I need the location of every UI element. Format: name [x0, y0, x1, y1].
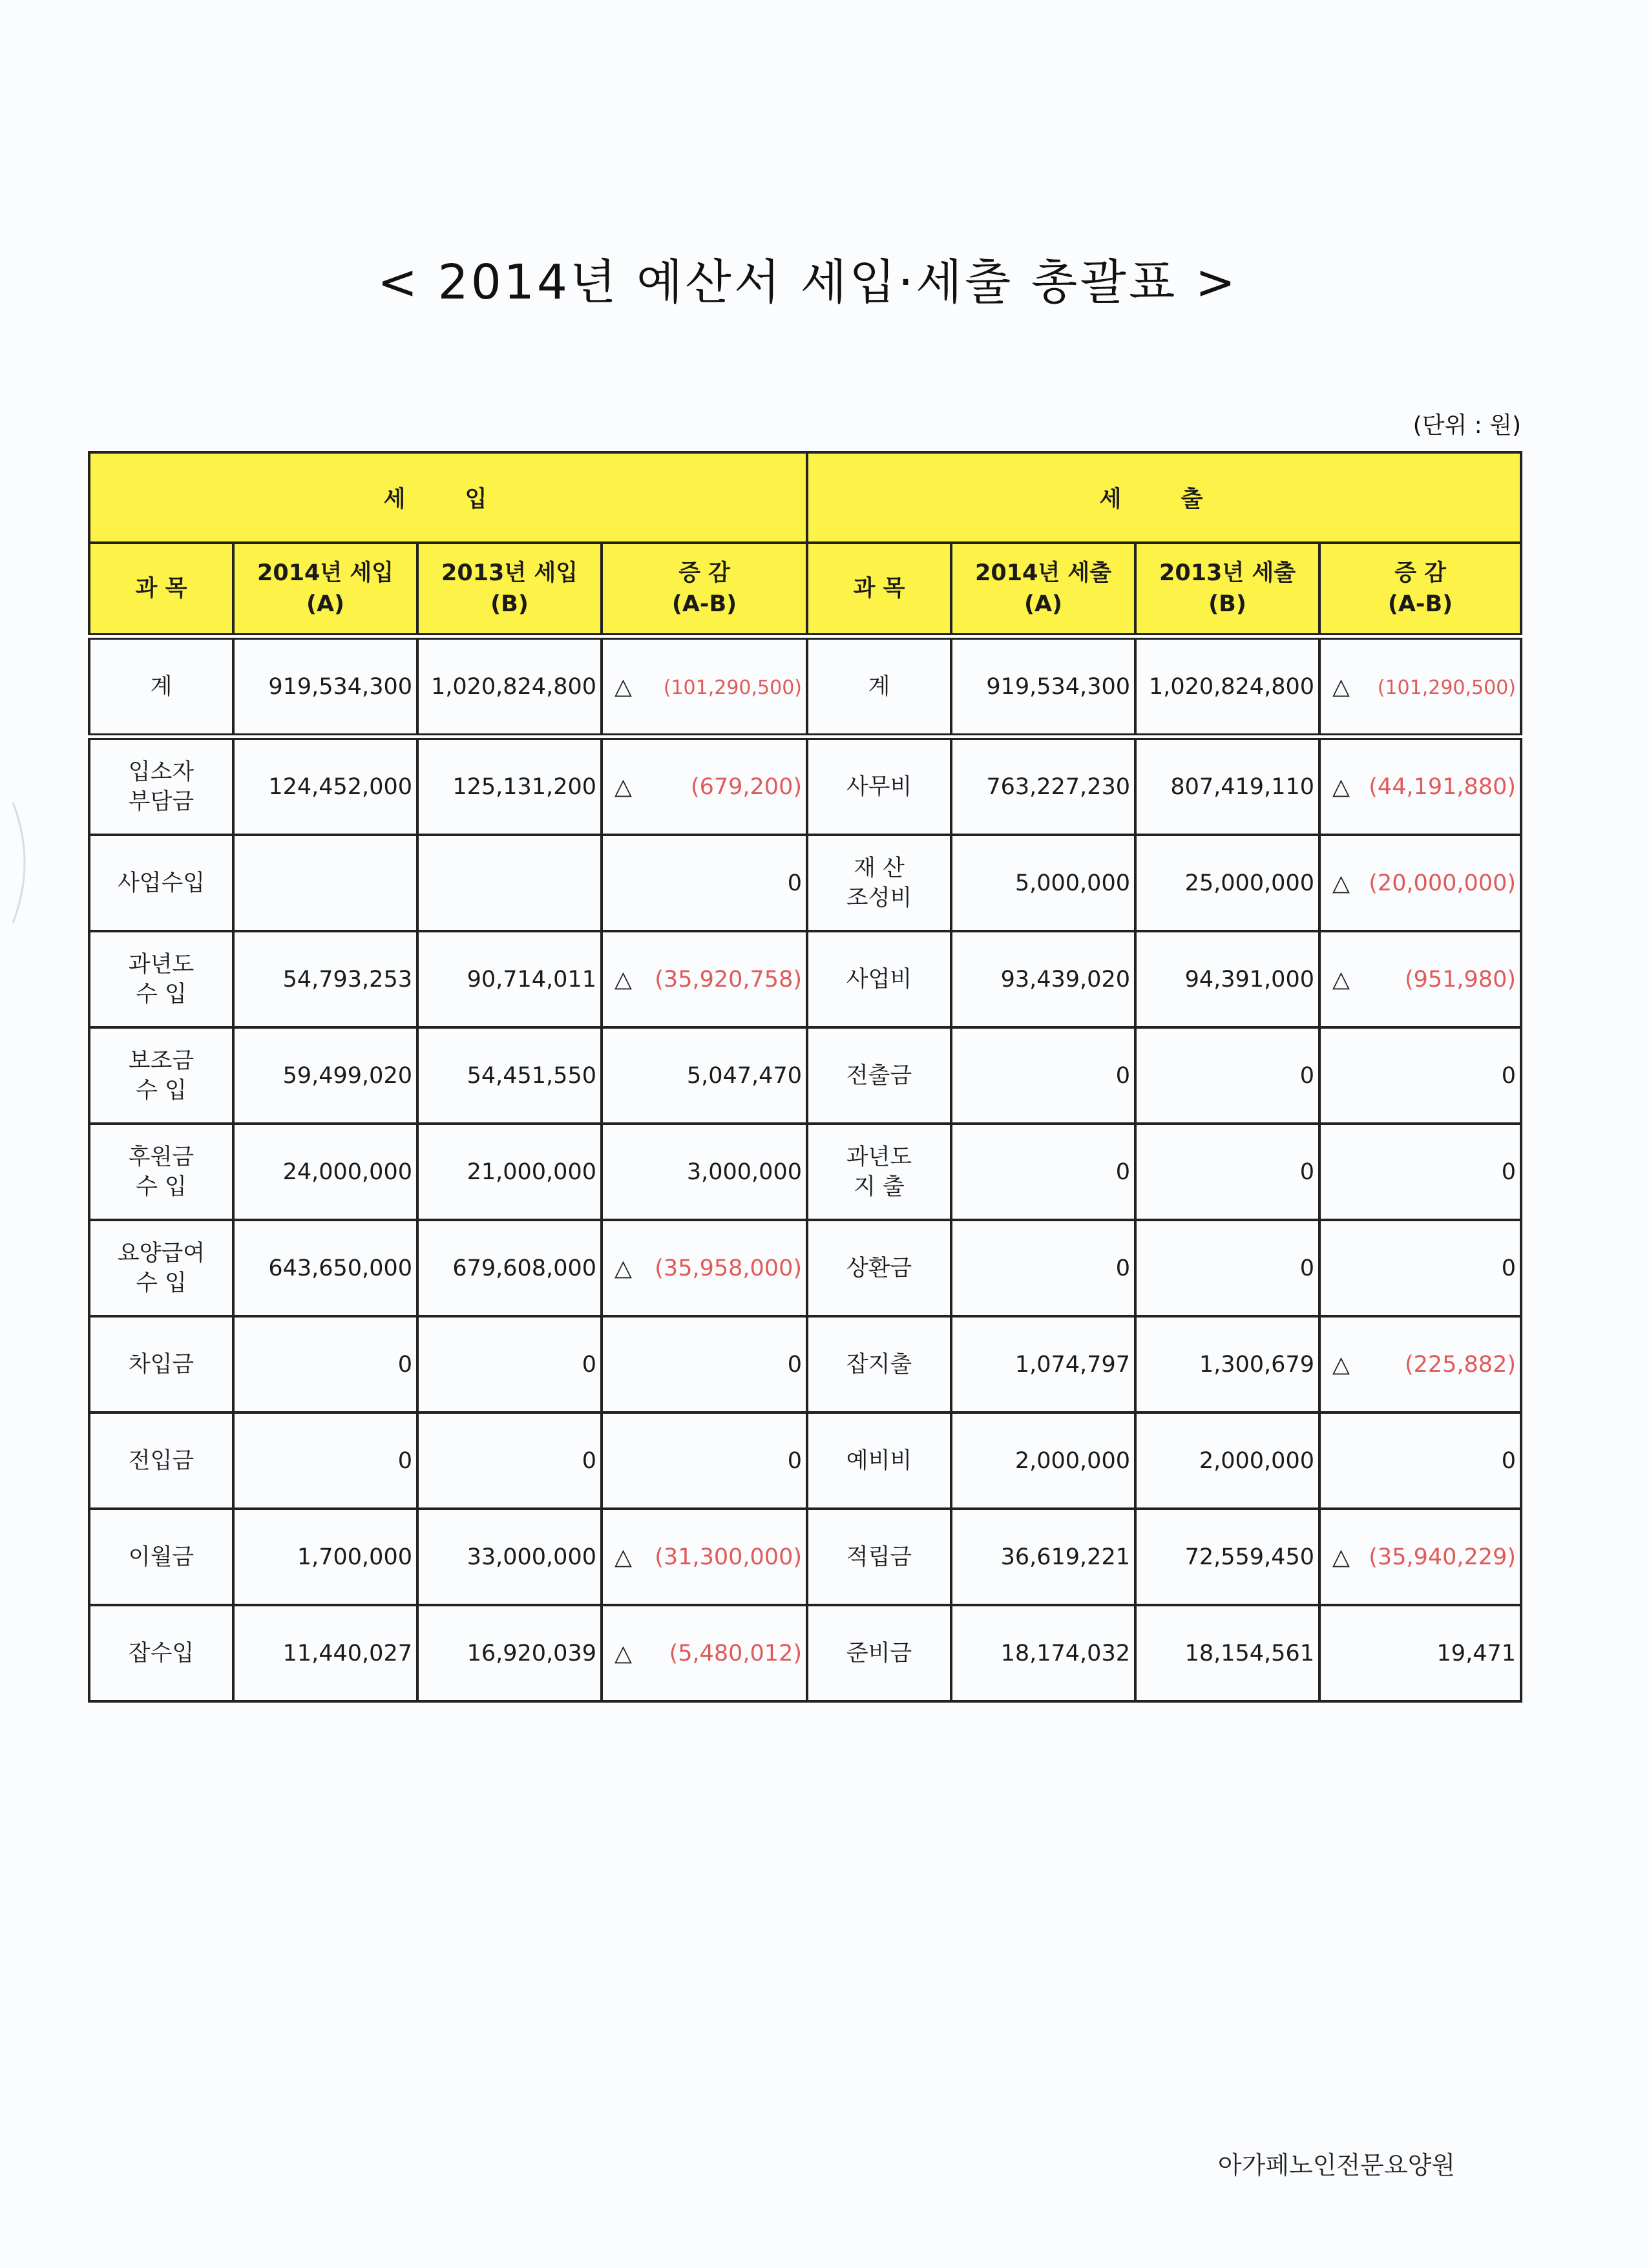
diff-value: (225,882): [1404, 1351, 1516, 1378]
expense-2014-cell: 36,619,221: [951, 1509, 1135, 1605]
income-2013-header: [417, 543, 602, 636]
diff-value: 19,471: [1436, 1640, 1516, 1666]
expense-2014-cell: 1,074,797: [951, 1316, 1135, 1412]
income-diff-cell: [602, 636, 807, 737]
decrease-triangle-icon: △: [1332, 870, 1350, 896]
header-line: (A-B): [1387, 591, 1453, 617]
diff-value: 0: [1501, 1062, 1516, 1089]
income-diff-cell: [602, 737, 807, 835]
subject-line: 수 입: [136, 1077, 187, 1104]
expense-2013-cell: 94,391,000: [1135, 931, 1319, 1027]
table-row: [89, 1316, 1521, 1412]
income-2014-cell: 0: [233, 1316, 417, 1412]
income-2014-cell: 59,499,020: [233, 1027, 417, 1124]
income-subject-cell: [89, 636, 233, 737]
diff-value: (101,290,500): [663, 676, 802, 699]
income-2013-cell: 16,920,039: [417, 1605, 602, 1701]
subject-line: 수 입: [136, 1173, 187, 1200]
diff-value: (101,290,500): [1377, 676, 1516, 699]
diff-value: (31,300,000): [655, 1544, 802, 1570]
expense-2014-cell: 0: [951, 1027, 1135, 1124]
table-row: [89, 1027, 1521, 1124]
subject-line: 사업수입: [117, 870, 205, 896]
income-subject-cell: [89, 835, 233, 931]
decrease-triangle-icon: △: [614, 966, 632, 992]
income-2013-cell: 125,131,200: [417, 737, 602, 835]
expense-diff-cell: [1319, 1220, 1521, 1316]
header-row-sections: [89, 452, 1521, 543]
expense-diff-cell: [1319, 835, 1521, 931]
decrease-triangle-icon: △: [1332, 673, 1350, 700]
income-2013-cell: 21,000,000: [417, 1124, 602, 1220]
expense-diff-cell: [1319, 1605, 1521, 1701]
subject-line: 계: [868, 673, 890, 700]
income-2014-cell: [233, 835, 417, 931]
subject-line: 수 입: [136, 981, 187, 1007]
subject-line: 전입금: [128, 1447, 194, 1474]
expense-subject-cell: [807, 1509, 951, 1605]
income-section-header: 세 입: [89, 452, 807, 543]
income-diff-cell: [602, 1220, 807, 1316]
header-line: (A-B): [671, 591, 737, 617]
income-diff-cell: [602, 1605, 807, 1701]
expense-diff-cell: [1319, 1124, 1521, 1220]
income-subject-cell: [89, 737, 233, 835]
diff-value: 0: [787, 1447, 802, 1474]
subject-line: 조성비: [846, 885, 912, 911]
header-row-columns: [89, 543, 1521, 636]
income-2013-cell: 33,000,000: [417, 1509, 602, 1605]
subject-line: 보조금: [128, 1047, 194, 1074]
expense-2014-cell: 763,227,230: [951, 737, 1135, 835]
income-2013-cell: 54,451,550: [417, 1027, 602, 1124]
expense-2014-cell: 5,000,000: [951, 835, 1135, 931]
income-2013-cell: [417, 835, 602, 931]
total-row: [89, 636, 1521, 737]
subject-line: 수 입: [136, 1270, 187, 1296]
expense-2014-cell: 93,439,020: [951, 931, 1135, 1027]
subject-line: 사무비: [846, 773, 912, 800]
subject-line: 차입금: [128, 1351, 194, 1378]
expense-2014-header: [951, 543, 1135, 636]
income-2013-cell: 0: [417, 1316, 602, 1412]
expense-2014-cell: 2,000,000: [951, 1412, 1135, 1509]
income-subject-cell: [89, 1027, 233, 1124]
expense-diff-cell: [1319, 1316, 1521, 1412]
expense-diff-cell: [1319, 636, 1521, 737]
table-row: [89, 835, 1521, 931]
diff-value: (35,920,758): [655, 966, 802, 992]
budget-summary-table: [88, 451, 1522, 1703]
expense-2014-cell: 0: [951, 1124, 1135, 1220]
decrease-triangle-icon: △: [614, 1544, 632, 1570]
expense-2014-cell: 18,174,032: [951, 1605, 1135, 1701]
income-subject-header: 과 목: [89, 543, 233, 636]
diff-value: 0: [1501, 1159, 1516, 1185]
income-2014-cell: 124,452,000: [233, 737, 417, 835]
income-2014-header: [233, 543, 417, 636]
subject-line: 계: [150, 673, 173, 700]
income-2014-cell: 919,534,300: [233, 636, 417, 737]
header-line: 2013년 세출: [1159, 560, 1296, 586]
decrease-triangle-icon: △: [614, 673, 632, 700]
income-diff-cell: [602, 1316, 807, 1412]
diff-value: 5,047,470: [686, 1062, 802, 1089]
expense-subject-cell: [807, 1124, 951, 1220]
expense-2013-cell: 807,419,110: [1135, 737, 1319, 835]
subject-line: 준비금: [846, 1640, 912, 1666]
decrease-triangle-icon: △: [1332, 773, 1350, 800]
subject-line: 잡수입: [128, 1640, 194, 1666]
header-line: 2014년 세입: [257, 560, 394, 586]
expense-2014-cell: 0: [951, 1220, 1135, 1316]
decrease-triangle-icon: △: [614, 773, 632, 800]
income-2014-cell: 24,000,000: [233, 1124, 417, 1220]
income-subject-cell: [89, 1124, 233, 1220]
diff-value: (20,000,000): [1369, 870, 1516, 896]
expense-2014-cell: 919,534,300: [951, 636, 1135, 737]
income-diff-header: [602, 543, 807, 636]
subject-line: 적립금: [846, 1544, 912, 1570]
table-row: [89, 1220, 1521, 1316]
expense-subject-cell: [807, 931, 951, 1027]
header-line: 2014년 세출: [974, 560, 1112, 586]
diff-value: (951,980): [1404, 966, 1516, 992]
expense-2013-header: [1135, 543, 1319, 636]
income-2013-cell: 1,020,824,800: [417, 636, 602, 737]
table-row: [89, 1605, 1521, 1701]
subject-line: 상환금: [846, 1255, 912, 1281]
expense-subject-cell: [807, 835, 951, 931]
table-row: [89, 1124, 1521, 1220]
subject-line: 입소자: [128, 759, 194, 785]
expense-subject-cell: [807, 1605, 951, 1701]
expense-2013-cell: 18,154,561: [1135, 1605, 1319, 1701]
expense-2013-cell: 0: [1135, 1220, 1319, 1316]
page-title: < 2014년 예산서 세입·세출 총괄표 >: [377, 255, 1238, 310]
income-subject-cell: [89, 931, 233, 1027]
expense-2013-cell: 0: [1135, 1027, 1319, 1124]
income-diff-cell: [602, 1412, 807, 1509]
expense-2013-cell: 1,020,824,800: [1135, 636, 1319, 737]
subject-line: 과년도: [846, 1144, 912, 1170]
subject-line: 사업비: [846, 966, 912, 992]
expense-diff-cell: [1319, 1509, 1521, 1605]
income-2014-cell: 1,700,000: [233, 1509, 417, 1605]
expense-diff-cell: [1319, 737, 1521, 835]
expense-subject-cell: [807, 737, 951, 835]
header-line: (A): [306, 591, 345, 617]
diff-value: (35,958,000): [655, 1255, 802, 1281]
expense-section-header: 세 출: [807, 452, 1521, 543]
expense-subject-cell: [807, 636, 951, 737]
diff-value: 0: [787, 870, 802, 896]
expense-diff-cell: [1319, 1412, 1521, 1509]
subject-line: 예비비: [846, 1447, 912, 1474]
diff-value: (5,480,012): [669, 1640, 802, 1666]
income-subject-cell: [89, 1509, 233, 1605]
unit-label: (단위 : 원): [1413, 412, 1521, 439]
subject-line: 재 산: [854, 855, 905, 881]
income-diff-cell: [602, 1124, 807, 1220]
header-line: 증 감: [1394, 560, 1446, 586]
income-diff-cell: [602, 1027, 807, 1124]
decrease-triangle-icon: △: [1332, 1544, 1350, 1570]
expense-diff-cell: [1319, 931, 1521, 1027]
expense-subject-header: 과 목: [807, 543, 951, 636]
income-2014-cell: 0: [233, 1412, 417, 1509]
subject-line: 잡지출: [846, 1351, 912, 1378]
subject-line: 지 출: [854, 1173, 905, 1200]
subject-line: 부담금: [128, 788, 194, 815]
income-2014-cell: 643,650,000: [233, 1220, 417, 1316]
diff-value: 0: [1501, 1255, 1516, 1281]
expense-subject-cell: [807, 1316, 951, 1412]
decrease-triangle-icon: △: [1332, 1351, 1350, 1378]
income-2013-cell: 679,608,000: [417, 1220, 602, 1316]
decrease-triangle-icon: △: [614, 1255, 632, 1281]
income-subject-cell: [89, 1605, 233, 1701]
income-subject-cell: [89, 1412, 233, 1509]
scan-artifact: [12, 801, 37, 924]
header-line: (A): [1024, 591, 1063, 617]
expense-2013-cell: 1,300,679: [1135, 1316, 1319, 1412]
header-line: (B): [1208, 591, 1246, 617]
diff-value: 0: [787, 1351, 802, 1378]
decrease-triangle-icon: △: [614, 1640, 632, 1666]
expense-diff-cell: [1319, 1027, 1521, 1124]
table-row: [89, 931, 1521, 1027]
diff-value: (35,940,229): [1369, 1544, 1516, 1570]
subject-line: 이월금: [128, 1544, 194, 1570]
subject-line: 요양급여: [117, 1240, 205, 1266]
expense-2013-cell: 25,000,000: [1135, 835, 1319, 931]
organization-name: 아가페노인전문요양원: [1217, 2151, 1455, 2179]
table-row: [89, 737, 1521, 835]
table-row: [89, 1509, 1521, 1605]
diff-value: 0: [1501, 1447, 1516, 1474]
header-line: 2013년 세입: [441, 560, 578, 586]
income-subject-cell: [89, 1316, 233, 1412]
subject-line: 후원금: [128, 1144, 194, 1170]
expense-2013-cell: 0: [1135, 1124, 1319, 1220]
header-line: (B): [490, 591, 529, 617]
diff-value: 3,000,000: [686, 1159, 802, 1185]
expense-2013-cell: 72,559,450: [1135, 1509, 1319, 1605]
diff-value: (679,200): [690, 773, 802, 800]
income-2013-cell: 90,714,011: [417, 931, 602, 1027]
expense-subject-cell: [807, 1412, 951, 1509]
income-subject-cell: [89, 1220, 233, 1316]
diff-value: (44,191,880): [1369, 773, 1516, 800]
header-line: 증 감: [678, 560, 730, 586]
income-2013-cell: 0: [417, 1412, 602, 1509]
decrease-triangle-icon: △: [1332, 966, 1350, 992]
expense-subject-cell: [807, 1220, 951, 1316]
expense-2013-cell: 2,000,000: [1135, 1412, 1319, 1509]
income-diff-cell: [602, 835, 807, 931]
income-diff-cell: [602, 1509, 807, 1605]
expense-diff-header: [1319, 543, 1521, 636]
expense-subject-cell: [807, 1027, 951, 1124]
subject-line: 전출금: [846, 1062, 912, 1089]
income-2014-cell: 54,793,253: [233, 931, 417, 1027]
income-2014-cell: 11,440,027: [233, 1605, 417, 1701]
subject-line: 과년도: [128, 951, 194, 978]
income-diff-cell: [602, 931, 807, 1027]
table-row: [89, 1412, 1521, 1509]
